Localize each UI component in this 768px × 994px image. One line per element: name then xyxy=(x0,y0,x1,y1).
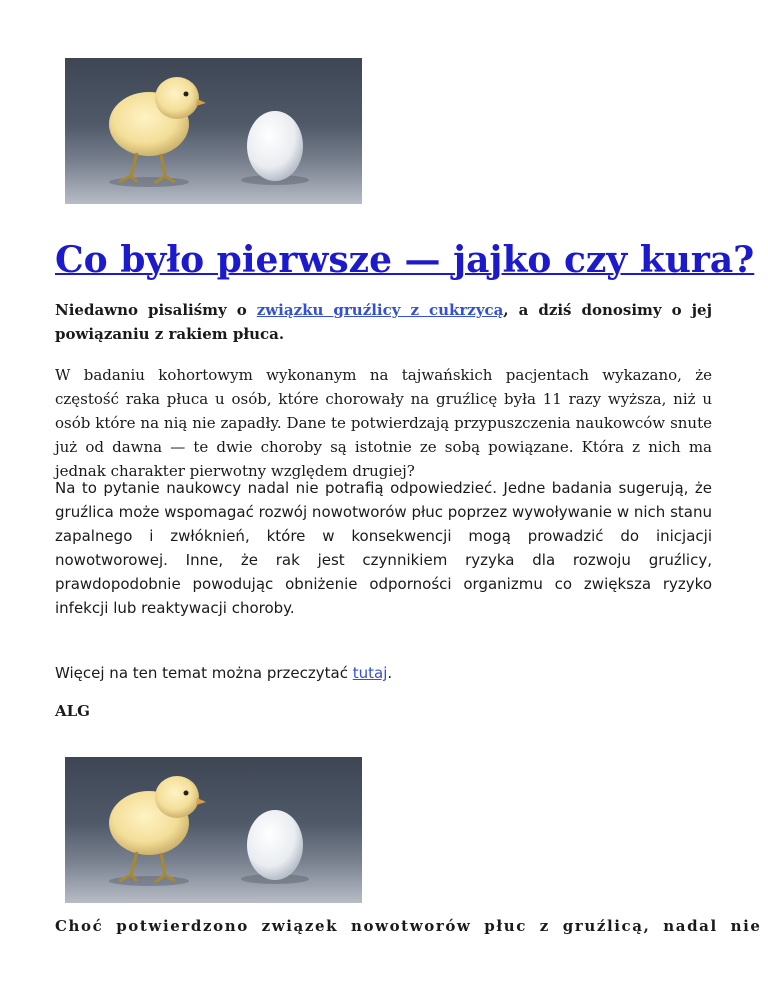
lead-paragraph xyxy=(55,298,712,346)
body-paragraph-1: W badaniu kohortowym wykonanym na tajwańskich pacjentach wykazano, że częstość raka płuca u osób, które chorowały na gruźlicę była 11 razy wyższa, niż u osób które na nią nie zapadły. Dane te potwierdzają przypuszczenia naukowców snute już od dawna — te dwie choroby są istotnie ze sobą powiązane. Która z nich ma jednak charakter pierwotny względem drugiej? xyxy=(55,366,712,480)
read-more-text: Więcej na ten temat można przeczytać xyxy=(55,664,353,682)
author-initials: ALG xyxy=(55,702,90,720)
read-more-period: . xyxy=(387,664,393,682)
read-more-paragraph xyxy=(55,661,712,685)
lead-text-before: Niedawno pisaliśmy o xyxy=(55,301,257,319)
article-title[interactable] xyxy=(55,238,754,282)
lead-text-after: , a dziś donosimy o jej powiązaniu z rakiem płuca. xyxy=(55,301,712,343)
related-article-link[interactable]: związku gruźlicy z cukrzycą xyxy=(256,301,504,319)
article-title-link[interactable]: Co było pierwsze — jajko czy kura? xyxy=(55,239,755,281)
teaser-text: Choć potwierdzono związek nowotworów płuc z gruźlicą, nadal nie xyxy=(55,917,762,935)
read-more-link[interactable]: tutaj xyxy=(352,664,388,682)
chick-egg-photo-2 xyxy=(65,757,362,903)
chick-egg-photo xyxy=(65,58,362,204)
body-paragraph-2: Na to pytanie naukowcy nadal nie potrafią odpowiedzieć. Jedne badania sugerują, że gruźlica może wspomagać rozwój nowotworów płuc poprzez wywoływanie w nich stanu zapalnego i zwłóknień, które w konsekwencji mogą prowadzić do inicjacji nowotworowej. Inne, że rak jest czynnikiem ryzyka dla rozwoju gruźlicy, prawdopodobnie powodując obniżenie odporności organizmu co zwiększa ryzyko infekcji lub reaktywacji choroby. xyxy=(55,479,712,617)
